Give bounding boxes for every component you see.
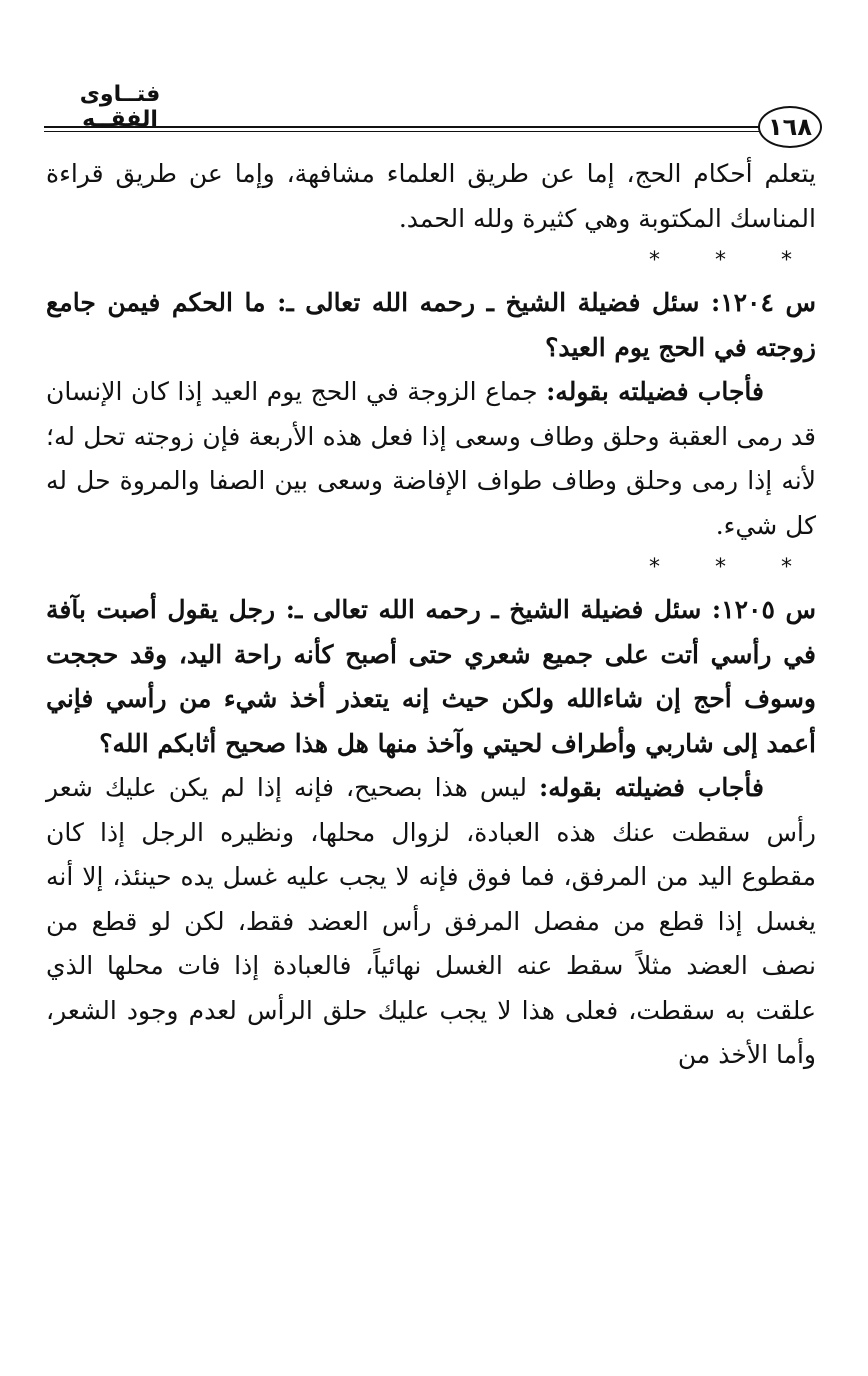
page-body [46, 152, 816, 1078]
answer-1205 [46, 766, 816, 1078]
answer-label: فأجاب فضيلته بقوله: [539, 773, 764, 802]
answer-text: ليس هذا بصحيح، فإنه إذا لم يكن عليك شعر رأس سقطت عنك هذه العبادة، لزوال محلها، ونظيره الرجل إذا كان مقطوع اليد من المرفق، فما فوق فإنه لا يجب عليه غسل يده حينئذ، إلا أنه يغسل إذا قطع من مفصل المرفق رأس العضد فقط، لكن لو قطع من نصف العضد مثلاً سقط عنه الغسل نهائياً، فالعبادة إذا فات محلها الذي علقت به سقطت، فعلى هذا لا يجب عليك حلق الرأس لعدم وجود الشعر، وأما الأخذ من [46, 773, 816, 1069]
section-separator: * * * [649, 248, 816, 273]
question-1204: س ١٢٠٤: سئل فضيلة الشيخ ـ رحمه الله تعالى ـ: ما الحكم فيمن جامع زوجته في الحج يوم العيد؟ [46, 288, 816, 362]
page-number-badge: ١٦٨ [758, 106, 822, 148]
answer-1204 [46, 370, 816, 548]
paragraph-intro: يتعلم أحكام الحج، إما عن طريق العلماء مشافهة، وإما عن طريق قراءة المناسك المكتوبة وهي كثيرة ولله الحمد. [46, 159, 816, 233]
header-rule [44, 126, 768, 128]
running-title: فتــاوى الفقــه [79, 82, 161, 132]
question-1205: س ١٢٠٥: سئل فضيلة الشيخ ـ رحمه الله تعالى ـ: رجل يقول أصبت بآفة في رأسي أتت على جميع شعري حتى أصبح كأنه راحة اليد، وقد حججت وسوف أحج إن شاءالله ولكن حيث إنه يتعذر أخذ شيء من رأسي فإني أعمد إلى شاربي وأطراف لحيتي وآخذ منها هل هذا صحيح أثابكم الله؟ [46, 595, 816, 758]
section-separator: * * * [649, 555, 816, 580]
answer-text: جماع الزوجة في الحج يوم العيد إذا كان الإنسان قد رمى العقبة وحلق وطاف وسعى إذا فعل هذه الأربعة فإن زوجته تحل له؛ لأنه إذا رمى وحلق وطاف طواف الإفاضة وسعى بين الصفا والمروة حل له كل شيء. [46, 377, 816, 540]
answer-label: فأجاب فضيلته بقوله: [546, 377, 764, 406]
header-rule-thin [44, 131, 768, 132]
